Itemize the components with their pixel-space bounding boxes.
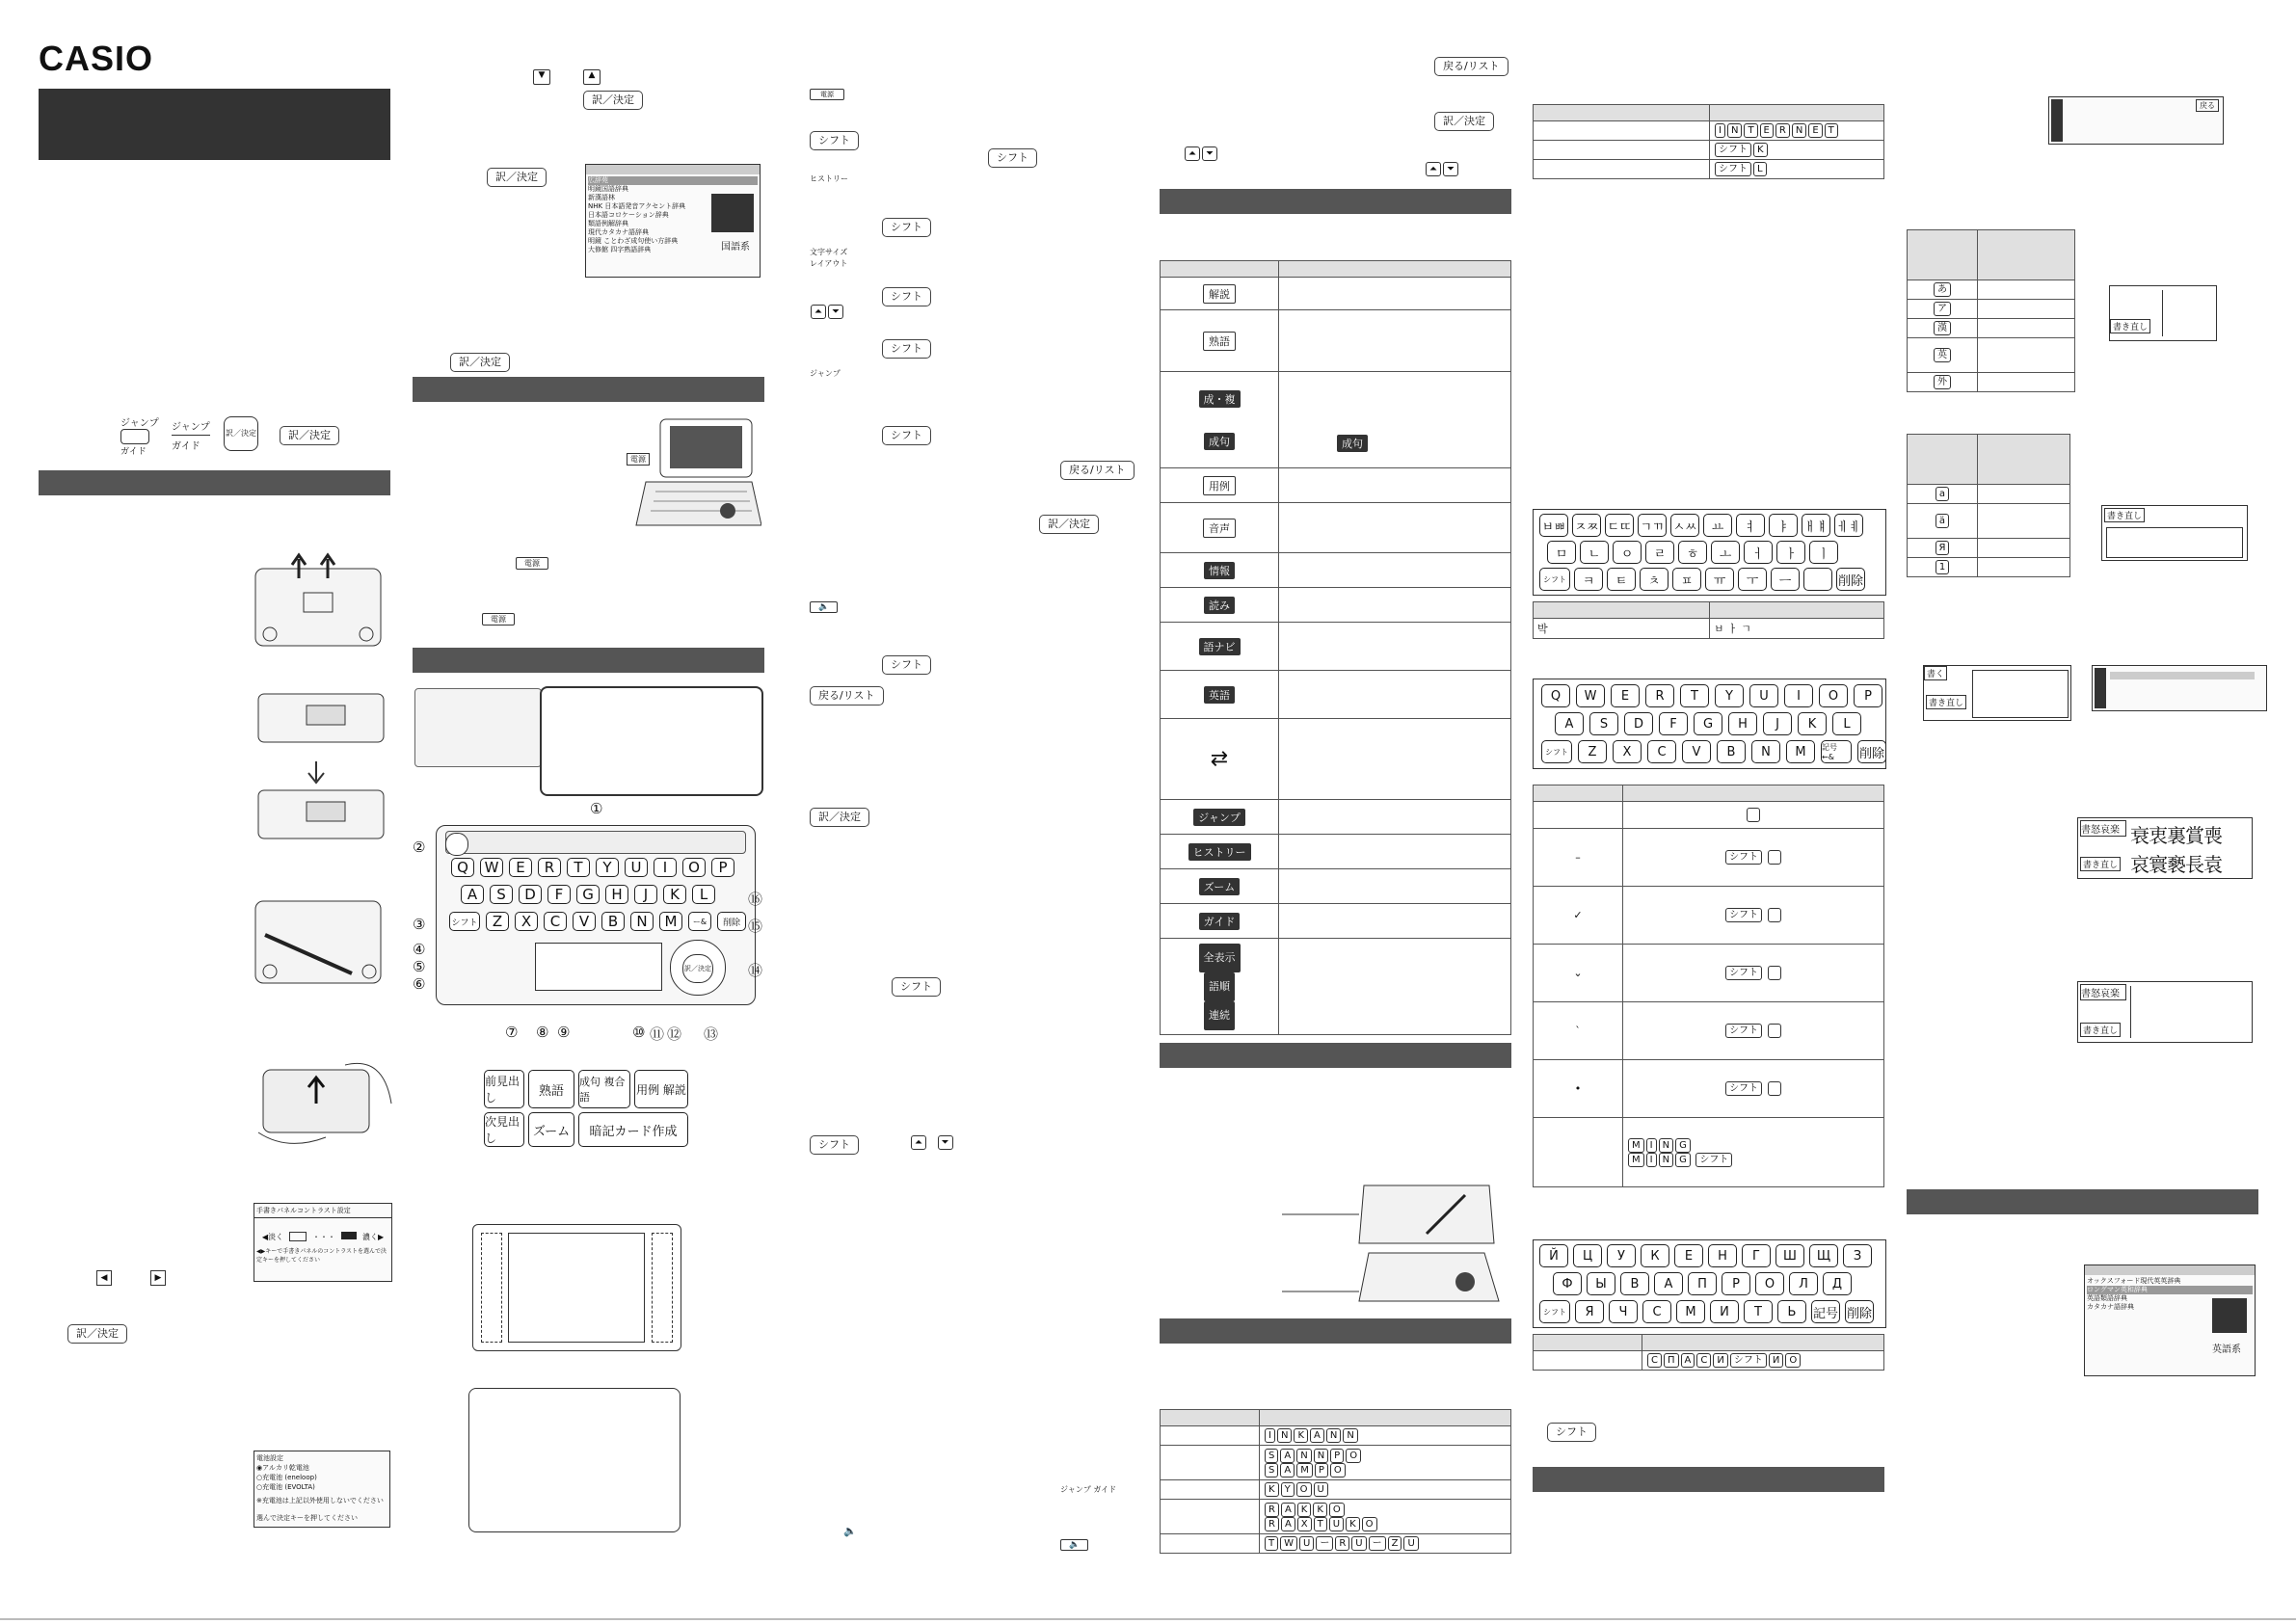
keyboard-key: А [1654, 1272, 1683, 1295]
input-key: U [1314, 1482, 1328, 1497]
power-key-2: 電源 [482, 613, 515, 626]
battery-setting-screen: 電池設定 ◉アルカリ乾電池 ○充電池 (eneloop) ○充電池 (EVOLTA) ※充電池は上記以外使用しないでください 選んで決定キーを押してください [254, 1451, 390, 1528]
keyboard-key: З [1843, 1244, 1872, 1267]
input-key: P [1330, 1449, 1344, 1463]
keyboard-key: И [1710, 1300, 1739, 1323]
keyboard-key: Y [1715, 684, 1744, 707]
input-key: O [1362, 1517, 1377, 1531]
c5-band [1533, 1467, 1884, 1492]
input-key: E [1808, 123, 1822, 138]
handwriting-panel [535, 943, 662, 991]
input-key: G [1675, 1138, 1691, 1153]
c3-shift-key-8: シフト [892, 977, 941, 997]
c3-shift-key-1: シフト [810, 131, 859, 150]
panel-key-anki: 暗記カード作成 [578, 1112, 688, 1147]
keyboard-key: ㄹ [1645, 541, 1674, 564]
keyboard-key: I [1784, 684, 1813, 707]
input-key: R [1265, 1517, 1279, 1531]
input-key: K [1753, 143, 1768, 157]
callout-12: ⑫ [667, 1025, 682, 1043]
c6-kanji-blank: 書怒哀楽 書き直し [2077, 981, 2253, 1043]
icon-table: 解説 熟語 成・複 成句 成句 用例 音声 情報 読み 語ナビ 英語 ⇄ ジャンプ ヒストリー ズーム ガイド 全表示 語順 連続 [1160, 260, 1511, 1035]
keyboard-key: ㄷㄸ [1605, 514, 1634, 537]
callout-7: ⑦ [505, 1024, 519, 1041]
input-key: П [1664, 1353, 1679, 1368]
keyboard-key: ㅎ [1678, 541, 1707, 564]
keyboard-key: ㅔㅖ [1834, 514, 1863, 537]
keyboard-key [1803, 568, 1832, 591]
keyboard-key: U [1749, 684, 1778, 707]
c3-shift-key-7: シフト [882, 655, 931, 675]
left-arrow-key: ◀ [96, 1270, 112, 1286]
callout-6: ⑥ [413, 975, 426, 993]
keyboard-key: ㅠ [1705, 568, 1734, 591]
panel-key-jukugo: 熟語 [528, 1070, 574, 1108]
keyrow-2: A S D F G H J K L [461, 885, 715, 904]
section-band-2 [413, 377, 764, 402]
c3-shift-key-2: シフト [988, 148, 1037, 168]
input-key: I [1715, 123, 1725, 138]
input-key: M [1628, 1153, 1644, 1167]
input-key: G [1675, 1153, 1691, 1167]
panel-key-seiku: 成句 複合語 [578, 1070, 630, 1108]
keyboard-key: 記号 ←& [1821, 740, 1852, 763]
hand-open-illustration [249, 1046, 393, 1152]
hangul-keyboard [1533, 509, 1886, 596]
c6-handwriting-box-2: 書き直し [2101, 505, 2248, 561]
input-key: O [1296, 1482, 1312, 1497]
input-key: K [1346, 1517, 1360, 1531]
c3-modoru-key-2: 戻る/リスト [810, 686, 884, 706]
panel-key-group [484, 1070, 686, 1147]
keyboard-key: Z [1578, 740, 1607, 763]
keyboard-key: J [1763, 712, 1792, 735]
input-key: T [1314, 1517, 1327, 1531]
function-key-row [445, 831, 746, 854]
power-key-callout: 電源 [627, 453, 650, 466]
input-key: И [1769, 1353, 1783, 1368]
input-key: Y [1281, 1482, 1295, 1497]
input-key: R [1335, 1536, 1349, 1551]
input-key: U [1351, 1536, 1366, 1551]
c3-page-keys-2: ⏶ ⏷ [910, 1135, 954, 1150]
callout-box [540, 686, 763, 796]
input-key: N [1277, 1428, 1292, 1443]
keyboard-key: E [1611, 684, 1640, 707]
c6-result-screen [2092, 665, 2267, 711]
keyboard-key: ㅣ [1809, 541, 1838, 564]
c3-shift-key-5: シフト [882, 339, 931, 359]
c4-kettei-key: 訳／決定 [1434, 112, 1494, 131]
input-key: N [1727, 123, 1742, 138]
c5-shift-key: シフト [1547, 1423, 1596, 1442]
c3-shift-key-4: シフト [882, 287, 931, 306]
c3-jump-label: ジャンプ [810, 369, 841, 378]
keyboard-key: A [1555, 712, 1584, 735]
keyboard-key: С [1642, 1300, 1671, 1323]
input-key: L [1753, 162, 1767, 176]
keyboard-key: 削除 [1836, 568, 1865, 591]
battery-title: 電池設定 [256, 1454, 283, 1462]
keyboard-key: ㅊ [1640, 568, 1669, 591]
keyboard-key: ㅛ [1703, 514, 1732, 537]
c4-band-3 [1160, 1318, 1511, 1344]
cyrillic-example-table [1533, 1334, 1884, 1371]
keyboard-key: T [1680, 684, 1709, 707]
keyboard-key: К [1641, 1244, 1669, 1267]
c3-sound-key: 🔈 [810, 601, 838, 613]
input-key: X [1297, 1517, 1312, 1531]
input-row-1 [1264, 1428, 1359, 1441]
input-key: N [1326, 1428, 1341, 1443]
callout-4: ④ [413, 941, 426, 958]
panel-key-prev: 前見出し [484, 1070, 524, 1108]
book-icon [711, 194, 754, 232]
keyboard-key: ㄱㄲ [1638, 514, 1667, 537]
battery-cover-illustration-1 [246, 549, 390, 655]
input-key: W [1280, 1536, 1297, 1551]
center-kettei-key: 訳／決定 [682, 954, 713, 983]
hangul-keys: ㅂ ㅏ ㄱ [1710, 619, 1884, 639]
input-key: U [1329, 1517, 1344, 1531]
input-key: O [1346, 1449, 1361, 1463]
keyboard-key: シフト [1539, 568, 1570, 591]
input-key: M [1296, 1463, 1313, 1478]
keyboard-key: B [1717, 740, 1746, 763]
hangul-char: 박 [1534, 619, 1710, 639]
callout-15: ⑮ [748, 918, 763, 935]
input-key: N [1659, 1153, 1673, 1167]
input-key: U [1299, 1536, 1314, 1551]
kana-table-2: a ä Я 1 [1907, 434, 2070, 577]
input-key: Z [1388, 1536, 1402, 1551]
c6-kanji-candidates: 書怒哀楽 書き直し 衰衷裏賞喪 哀寰褻長袁 [2077, 817, 2253, 879]
keyboard-key: Ц [1573, 1244, 1602, 1267]
input-key: U [1403, 1536, 1418, 1551]
input-key: N [1314, 1449, 1328, 1463]
keyboard-key: Д [1823, 1272, 1852, 1295]
hangul-example-table [1533, 601, 1884, 639]
c6-band [1907, 1189, 2258, 1214]
callout-13: ⑬ [704, 1025, 719, 1043]
input-key: O [1329, 1503, 1345, 1517]
keyboard-key: 削除 [1857, 740, 1886, 763]
input-key: T [1265, 1536, 1278, 1551]
keyboard-key: ㅌ [1607, 568, 1636, 591]
screen-frame-diagram [472, 1224, 681, 1351]
power-key-1: 電源 [516, 557, 548, 570]
keyboard-key: N [1751, 740, 1780, 763]
keyboard-key: М [1676, 1300, 1705, 1323]
panel-key-zoom: ズーム [528, 1112, 574, 1147]
keyboard-key: Н [1708, 1244, 1737, 1267]
down-key-icon: ▼ [533, 69, 550, 85]
keyboard-key: シフト [1541, 740, 1572, 763]
input-key: С [1647, 1353, 1662, 1368]
keyboard-key: У [1607, 1244, 1636, 1267]
input-key: О [1785, 1353, 1801, 1368]
input-key: E [1760, 123, 1774, 138]
contrast-footer: ◀▶キーで手書きパネルのコントラストを選んで決定キーを押してください [256, 1248, 387, 1264]
input-key: ー [1316, 1536, 1333, 1551]
c3-modoru-key: 戻る/リスト [1060, 461, 1135, 480]
dictionary-menu-screen: 広辞苑 明鏡国語辞典 新漢語林 NHK 日本語発音アクセント辞典 日本語コロケーション辞典 類語例解辞典 現代カタカナ語辞典 明鏡 ことわざ成句使い方辞典 大修館 四字熟語辞典 国語系 [585, 164, 761, 278]
keyboard-key: F [1659, 712, 1688, 735]
c4-modoru-key: 戻る/リスト [1434, 57, 1508, 76]
c3-jump-guide: ジャンプ ガイド [1060, 1485, 1117, 1494]
input-key: N [1343, 1428, 1357, 1443]
c3-shift-key-9: シフト [810, 1135, 859, 1155]
keyboard-key: ㅐㅒ [1802, 514, 1830, 537]
keyboard-key: R [1645, 684, 1674, 707]
input-key: N [1296, 1449, 1311, 1463]
contrast-left: ◀淡く [261, 1233, 283, 1241]
keyboard-mini [414, 688, 542, 767]
keyboard-key: ㅕ [1736, 514, 1765, 537]
jump-guide-icon: ジャンプ ガイド [120, 418, 159, 457]
input-key: O [1330, 1463, 1346, 1478]
keyboard-key: Ч [1609, 1300, 1638, 1323]
keyboard-key: シフト [1539, 1300, 1570, 1323]
keyboard-key: Q [1541, 684, 1570, 707]
jump-guide-label: ジャンプ ガイド [172, 422, 210, 452]
keyboard-key: Я [1575, 1300, 1604, 1323]
c3-shift-key-3: シフト [882, 218, 931, 237]
right-arrow-key: ▶ [150, 1270, 166, 1286]
c3-shift-key-6: シフト [882, 426, 931, 445]
keyboard-key: ㅂㅃ [1539, 514, 1568, 537]
accent-table: – シフト ✓ シフト ⌄ シフト ˋ シフト • シフト M I N G M I N G シフト [1533, 785, 1884, 1187]
input-key: A [1310, 1428, 1324, 1443]
battery-insert-illustration [249, 675, 393, 848]
keyboard-key: Й [1539, 1244, 1568, 1267]
casio-logo: CASIO [39, 39, 154, 78]
callout-9: ⑨ [557, 1024, 571, 1041]
keyboard-key: ㅁ [1547, 541, 1576, 564]
power-round-key [445, 833, 468, 856]
keyboard-key: Е [1674, 1244, 1703, 1267]
latin-keyboard [1533, 679, 1886, 769]
keyboard-key: ㅏ [1776, 541, 1805, 564]
keyboard-key: O [1819, 684, 1848, 707]
callout-14: ⑭ [748, 962, 763, 979]
input-key: I [1646, 1138, 1657, 1153]
yaku-kettei-round-key: 訳／決定 [224, 416, 258, 451]
input-key: R [1775, 123, 1790, 138]
keyrow-1: Q W E R T Y U I O P [451, 858, 734, 877]
up-key-icon: ▲ [583, 69, 601, 85]
keyboard-key: L [1832, 712, 1861, 735]
callout-8: ⑧ [536, 1024, 549, 1041]
callout-5: ⑤ [413, 958, 426, 975]
input-key: ー [1369, 1536, 1386, 1551]
input-key: K [1297, 1503, 1312, 1517]
device-illustration [617, 414, 761, 530]
input-key: R [1265, 1503, 1279, 1517]
keyboard-key: Ы [1587, 1272, 1615, 1295]
yaku-kettei-key-3: 訳／決定 [583, 91, 643, 110]
input-key: K [1313, 1503, 1327, 1517]
section-band-3 [413, 648, 764, 673]
keyboard-key: V [1682, 740, 1711, 763]
callout-2: ② [413, 839, 426, 856]
title-block [39, 89, 390, 160]
keyboard-key: Л [1789, 1272, 1818, 1295]
input-key: T [1744, 123, 1757, 138]
keyboard-key: G [1694, 712, 1722, 735]
callout-11: ⑪ [650, 1025, 665, 1043]
callout-10: ⑩ [632, 1024, 646, 1041]
panel-key-next: 次見出し [484, 1112, 524, 1147]
input-key: シフト [1715, 143, 1751, 157]
input-key: P [1315, 1463, 1328, 1478]
callout-16: ⑯ [748, 891, 763, 908]
page-footer-line [0, 1618, 2296, 1620]
c3-kettei-key: 訳／決定 [1039, 515, 1099, 534]
keyboard-key: Щ [1809, 1244, 1838, 1267]
c3-kettei-key-2: 訳／決定 [810, 808, 869, 827]
cyrillic-keyboard [1533, 1239, 1886, 1328]
keyboard-key: X [1613, 740, 1642, 763]
yaku-kettei-key-2: 訳／決定 [67, 1324, 127, 1344]
input-key: А [1681, 1353, 1695, 1368]
c4-band-1 [1160, 189, 1511, 214]
keyboard-key: ㅜ [1738, 568, 1767, 591]
keyboard-key: ㅑ [1769, 514, 1798, 537]
keyboard-key: ㅇ [1613, 541, 1642, 564]
keyboard-key: В [1620, 1272, 1649, 1295]
callout-3: ③ [413, 916, 426, 933]
kana-table: あ ア 漢 英 外 [1907, 229, 2075, 392]
stylus-writing-illustration [1282, 1176, 1504, 1311]
keyboard-key: П [1688, 1272, 1717, 1295]
input-key: T [1825, 123, 1838, 138]
input-key: И [1713, 1353, 1727, 1368]
input-key: S [1265, 1449, 1278, 1463]
keyboard-key: M [1786, 740, 1815, 763]
input-key: A [1281, 1503, 1295, 1517]
keyrow-3: シフト Z X C V B N M ー& 削除 [449, 912, 746, 931]
keyboard-key: H [1728, 712, 1757, 735]
keyboard-key: 記号 [1811, 1300, 1840, 1323]
input-table [1160, 1409, 1511, 1554]
c4-page-keys: ⏶ ⏷ [1184, 146, 1218, 161]
contrast-right: 濃く▶ [362, 1233, 385, 1241]
panel-key-yorei: 用例 解説 [634, 1070, 688, 1108]
keyboard-key: W [1576, 684, 1605, 707]
keyboard-key: ㅅㅆ [1670, 514, 1699, 537]
callout-1: ① [590, 800, 603, 817]
keyboard-key: ㅓ [1744, 541, 1773, 564]
input-key: N [1792, 123, 1806, 138]
input-key: N [1659, 1138, 1673, 1153]
yaku-kettei-key-5: 訳／決定 [450, 353, 510, 372]
input-key: I [1646, 1153, 1657, 1167]
c3-power-key: 電源 [810, 89, 844, 100]
c6-handwriting-box-1: 書き直し [2109, 285, 2217, 341]
input-key: シフト [1715, 162, 1751, 176]
input-key: シフト [1730, 1353, 1767, 1368]
input-key: S [1265, 1463, 1278, 1478]
keyboard-key: P [1854, 684, 1882, 707]
c3-sound-key-2: 🔈 [1060, 1539, 1088, 1551]
c4-band-2 [1160, 1043, 1511, 1068]
c3-history-label: ヒストリー [810, 174, 848, 183]
keyboard-key: D [1624, 712, 1653, 735]
input-key: I [1265, 1428, 1275, 1443]
input-key: A [1280, 1463, 1295, 1478]
c3-page-keys: ⏶ ⏷ [810, 305, 844, 319]
input-key: A [1280, 1449, 1295, 1463]
contrast-title: 手書きパネルコントラスト設定 [254, 1204, 391, 1218]
menu-category: 国語系 [721, 242, 750, 253]
keyboard-key: ㅡ [1771, 568, 1800, 591]
yaku-kettei-key: 訳／決定 [280, 426, 339, 445]
keyboard-key: Ф [1553, 1272, 1582, 1295]
keyboard-key: ㅋ [1574, 568, 1603, 591]
input-key: С [1696, 1353, 1711, 1368]
keyboard-key: ㅈㅉ [1572, 514, 1601, 537]
input-key: A [1281, 1517, 1295, 1531]
yaku-kettei-key-4: 訳／決定 [487, 168, 547, 187]
section-band-1 [39, 470, 390, 495]
keyboard-key: Т [1744, 1300, 1773, 1323]
keyboard-key: S [1589, 712, 1618, 735]
keyboard-key: ㄴ [1580, 541, 1609, 564]
keyboard-key: ㅍ [1672, 568, 1701, 591]
keyboard-key: Ш [1775, 1244, 1804, 1267]
c6-dictionary-list-screen: オックスフォード現代英英辞典 ロングマン英和辞典 英語類語辞典 カタカナ語辞典 英語系 [2084, 1265, 2256, 1376]
keyboard-key: K [1798, 712, 1827, 735]
keyboard-key: Р [1722, 1272, 1750, 1295]
keyboard-key: ㅗ [1711, 541, 1740, 564]
c6-search-screen: 戻る [2048, 96, 2224, 145]
contrast-screen: 手書きパネルコントラスト設定 ◀淡く ・・・ 濃く▶ ◀▶キーで手書きパネルのコントラストを選んで決定キーを押してください [254, 1203, 392, 1282]
keyboard-key: О [1755, 1272, 1784, 1295]
keyboard-key: C [1647, 740, 1676, 763]
input-key: M [1628, 1138, 1644, 1153]
c3-layout: レイアウト [810, 259, 848, 268]
c6-handwriting-box-3: 書く 書き直し [1923, 665, 2071, 721]
keyboard-key: Ь [1777, 1300, 1806, 1323]
c3-speaker-icon: 🔈 [843, 1525, 857, 1537]
stylus-illustration [246, 896, 390, 993]
input-key: K [1265, 1482, 1279, 1497]
col5-table-1 [1533, 104, 1884, 179]
c3-moji-size: 文字サイズ [810, 248, 848, 256]
c4-page-keys-2: ⏶ ⏷ [1425, 162, 1459, 176]
input-key: K [1294, 1428, 1308, 1443]
keyboard-key: Г [1742, 1244, 1771, 1267]
explanation-box [468, 1388, 681, 1532]
keyboard-key: 削除 [1845, 1300, 1874, 1323]
